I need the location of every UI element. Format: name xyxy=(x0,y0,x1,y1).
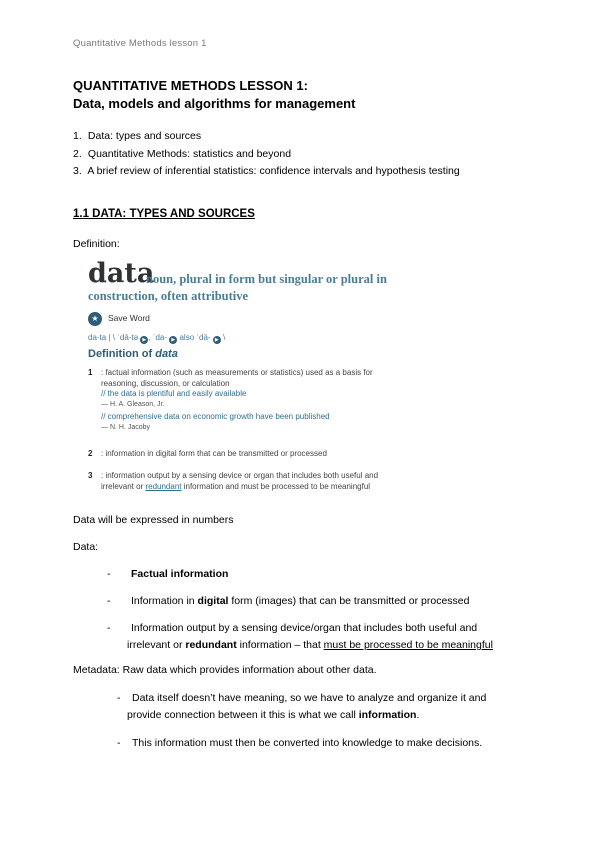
list-item: 2. Quantitative Methods: statistics and beyond xyxy=(73,147,292,160)
part-of-speech: noun, plural in form but singular or plural in xyxy=(146,272,387,286)
sense-2: 2 : information in digital form that can be transmitted or processed xyxy=(88,449,327,458)
redundant-link[interactable]: redundant xyxy=(145,481,182,491)
section-heading: 1.1 DATA: TYPES AND SOURCES xyxy=(73,208,255,220)
definition-label: Definition: xyxy=(73,238,120,250)
sense-1: 1 : factual information (such as measurements or statistics) used as a basis for reasoning, discussion, or calculation // the data is plentiful and easily available — H. A. Gleason, Jr. // comprehensive data on economic growth have been published — N. H. Jacoby xyxy=(88,368,373,431)
definition-heading: Definition of data xyxy=(88,348,178,360)
list-item: 3. A brief review of inferential statistics: confidence intervals and hypothesis testing xyxy=(73,165,460,177)
audio-icon: ▶ xyxy=(169,336,177,344)
bookmark-icon: ★ xyxy=(88,312,102,326)
topic-list xyxy=(73,128,460,181)
lesson-subtitle: Data, models and algorithms for management xyxy=(73,96,356,111)
numbers-sentence: Data will be expressed in numbers xyxy=(73,514,234,526)
pronunciation: da·ta | \ ˈdā-tə ▶ , ˈda- ▶ also ˈdä- ▶ \ xyxy=(88,333,226,343)
list-item: - Data itself doesn’t have meaning, so we have to analyze and organize it and provide connection between it this is what we call information. xyxy=(117,692,487,721)
audio-icon: ▶ xyxy=(140,336,148,344)
save-word-label: Save Word xyxy=(108,313,150,323)
metadata-sentence: Metadata: Raw data which provides information about other data. xyxy=(73,664,377,676)
dictionary-headword: data xyxy=(88,258,155,289)
dictionary-excerpt xyxy=(88,258,428,494)
list-item: - Information output by a sensing device/organ that includes both useful and irrelevant or redundant information – that must be processed to be meaningful xyxy=(107,622,493,651)
list-item: - Information in digital form (images) that can be transmitted or processed xyxy=(107,595,470,607)
list-item: - Factual information xyxy=(107,568,229,580)
audio-icon: ▶ xyxy=(213,336,221,344)
list-item: 1. Data: types and sources xyxy=(73,130,202,142)
data-label: Data: xyxy=(73,541,99,553)
lesson-title: QUANTITATIVE METHODS LESSON 1: xyxy=(73,78,308,93)
part-of-speech-cont: construction, often attributive xyxy=(88,289,249,303)
running-header: Quantitative Methods lesson 1 xyxy=(73,38,207,49)
sense-3: 3 : information output by a sensing device or organ that includes both useful and irrelevant or redundant information and must be processed to be meaningful xyxy=(88,471,379,491)
list-item: - This information must then be converted into knowledge to make decisions. xyxy=(117,737,483,749)
